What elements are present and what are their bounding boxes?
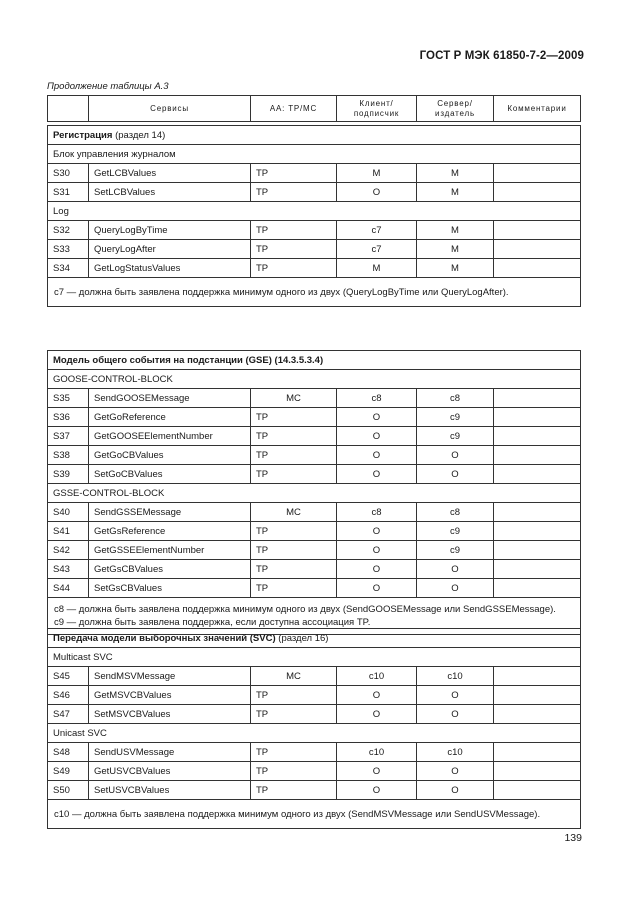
aa-value: MC xyxy=(251,503,337,522)
server-value: M xyxy=(417,221,494,240)
group-name: GOOSE-CONTROL-BLOCK xyxy=(48,370,581,389)
section-title-text: Передача модели выборочных значений (SVC) xyxy=(53,632,276,644)
client-value: c8 xyxy=(337,389,417,408)
aa-value: TP xyxy=(251,240,337,259)
column-header-client: Клиент/ подписчик xyxy=(337,96,417,122)
aa-value: TP xyxy=(251,259,337,278)
notes-cell xyxy=(48,800,581,829)
service-id: S32 xyxy=(48,221,89,240)
comment-value xyxy=(494,503,581,522)
section-title xyxy=(48,629,581,648)
section-title-text: Модель общего события на подстанции (GSE) (14.3.5.3.4) xyxy=(53,354,324,366)
server-value: c9 xyxy=(417,408,494,427)
aa-value: TP xyxy=(251,762,337,781)
aa-value: TP xyxy=(251,781,337,800)
service-id: S35 xyxy=(48,389,89,408)
aa-value: TP xyxy=(251,446,337,465)
table-row xyxy=(48,781,581,800)
service-name: SetGsCBValues xyxy=(89,579,251,598)
server-value: O xyxy=(417,579,494,598)
service-name: GetUSVCBValues xyxy=(89,762,251,781)
server-value: O xyxy=(417,686,494,705)
server-value: O xyxy=(417,560,494,579)
service-name: SendGOOSEMessage xyxy=(89,389,251,408)
column-header-id xyxy=(48,96,89,122)
server-value: O xyxy=(417,781,494,800)
client-value: c10 xyxy=(337,743,417,762)
table-note: c10 — должна быть заявлена поддержка минимум одного из двух (SendMSVMessage или SendUSVMessage). xyxy=(54,808,541,820)
aa-value: TP xyxy=(251,183,337,202)
service-id: S33 xyxy=(48,240,89,259)
aa-value: TP xyxy=(251,408,337,427)
group-row xyxy=(48,648,581,667)
aa-value: TP xyxy=(251,579,337,598)
comment-value xyxy=(494,686,581,705)
client-value: O xyxy=(337,522,417,541)
table-row xyxy=(48,465,581,484)
service-id: S50 xyxy=(48,781,89,800)
aa-value: TP xyxy=(251,427,337,446)
service-name: GetGoReference xyxy=(89,408,251,427)
section-title-ref: (раздел 14) xyxy=(112,129,166,141)
server-value: c9 xyxy=(417,427,494,446)
comment-value xyxy=(494,427,581,446)
aa-value: TP xyxy=(251,541,337,560)
server-value: c10 xyxy=(417,667,494,686)
document-header: ГОСТ Р МЭК 61850-7-2—2009 xyxy=(419,50,584,62)
server-value: c9 xyxy=(417,541,494,560)
aa-value: MC xyxy=(251,389,337,408)
client-value: O xyxy=(337,762,417,781)
comment-value xyxy=(494,743,581,762)
aa-value: TP xyxy=(251,686,337,705)
client-value: M xyxy=(337,259,417,278)
service-name: GetGSSEElementNumber xyxy=(89,541,251,560)
section-title-ref: (раздел 16) xyxy=(275,632,329,644)
service-name: GetGsCBValues xyxy=(89,560,251,579)
group-row xyxy=(48,370,581,389)
column-header-table xyxy=(47,95,581,122)
table-row xyxy=(48,541,581,560)
client-value: O xyxy=(337,465,417,484)
comment-value xyxy=(494,259,581,278)
table-row xyxy=(48,743,581,762)
service-id: S40 xyxy=(48,503,89,522)
table-row xyxy=(48,579,581,598)
service-id: S34 xyxy=(48,259,89,278)
comment-value xyxy=(494,240,581,259)
server-value: O xyxy=(417,465,494,484)
table-row xyxy=(48,164,581,183)
table-row xyxy=(48,705,581,724)
client-value: O xyxy=(337,560,417,579)
table-row xyxy=(48,259,581,278)
comment-value xyxy=(494,164,581,183)
notes-cell xyxy=(48,278,581,307)
service-id: S41 xyxy=(48,522,89,541)
aa-value: TP xyxy=(251,221,337,240)
column-header-aa: АА: TP/MC xyxy=(251,96,337,122)
client-value: c8 xyxy=(337,503,417,522)
comment-value xyxy=(494,667,581,686)
aa-value: MC xyxy=(251,667,337,686)
client-value: O xyxy=(337,541,417,560)
table-row xyxy=(48,686,581,705)
server-value: c8 xyxy=(417,389,494,408)
comment-value xyxy=(494,465,581,484)
client-value: O xyxy=(337,183,417,202)
server-value: c10 xyxy=(417,743,494,762)
aa-value: TP xyxy=(251,164,337,183)
service-name: SendGSSEMessage xyxy=(89,503,251,522)
comment-value xyxy=(494,781,581,800)
comment-value xyxy=(494,221,581,240)
section-title-row xyxy=(48,126,581,145)
table-row xyxy=(48,762,581,781)
comment-value xyxy=(494,762,581,781)
table-row xyxy=(48,560,581,579)
client-value: O xyxy=(337,579,417,598)
aa-value: TP xyxy=(251,705,337,724)
service-id: S31 xyxy=(48,183,89,202)
client-value: O xyxy=(337,427,417,446)
section-title xyxy=(48,126,581,145)
service-name: SetLCBValues xyxy=(89,183,251,202)
group-name: Unicast SVC xyxy=(48,724,581,743)
group-row xyxy=(48,484,581,503)
notes-row xyxy=(48,800,581,829)
table-row xyxy=(48,427,581,446)
service-name: GetLCBValues xyxy=(89,164,251,183)
server-value: M xyxy=(417,240,494,259)
aa-value: TP xyxy=(251,522,337,541)
section-table-svc xyxy=(47,628,581,829)
aa-value: TP xyxy=(251,743,337,762)
client-value: M xyxy=(337,164,417,183)
group-row xyxy=(48,724,581,743)
server-value: M xyxy=(417,259,494,278)
section-title-row xyxy=(48,351,581,370)
column-header-server: Сервер/ издатель xyxy=(417,96,494,122)
service-name: SetGoCBValues xyxy=(89,465,251,484)
service-id: S43 xyxy=(48,560,89,579)
aa-value: TP xyxy=(251,465,337,484)
group-name: Log xyxy=(48,202,581,221)
table-row xyxy=(48,522,581,541)
server-value: c9 xyxy=(417,522,494,541)
comment-value xyxy=(494,705,581,724)
service-id: S39 xyxy=(48,465,89,484)
service-name: SetMSVCBValues xyxy=(89,705,251,724)
service-name: QueryLogByTime xyxy=(89,221,251,240)
service-id: S44 xyxy=(48,579,89,598)
section-title xyxy=(48,351,581,370)
section-table-logging xyxy=(47,125,581,307)
notes-row xyxy=(48,278,581,307)
server-value: O xyxy=(417,705,494,724)
group-name: GSSE-CONTROL-BLOCK xyxy=(48,484,581,503)
service-id: S37 xyxy=(48,427,89,446)
client-value: O xyxy=(337,408,417,427)
service-name: SendMSVMessage xyxy=(89,667,251,686)
service-id: S48 xyxy=(48,743,89,762)
table-note: c7 — должна быть заявлена поддержка минимум одного из двух (QueryLogByTime или QueryLogAfter). xyxy=(54,286,509,298)
server-value: M xyxy=(417,183,494,202)
client-value: c10 xyxy=(337,667,417,686)
service-name: GetLogStatusValues xyxy=(89,259,251,278)
section-table-gse xyxy=(47,350,581,635)
client-value: c7 xyxy=(337,240,417,259)
service-name: GetMSVCBValues xyxy=(89,686,251,705)
service-id: S47 xyxy=(48,705,89,724)
service-name: QueryLogAfter xyxy=(89,240,251,259)
group-row xyxy=(48,145,581,164)
client-value: O xyxy=(337,686,417,705)
table-row xyxy=(48,389,581,408)
table-row xyxy=(48,240,581,259)
aa-value: TP xyxy=(251,560,337,579)
server-value: M xyxy=(417,164,494,183)
comment-value xyxy=(494,560,581,579)
service-id: S42 xyxy=(48,541,89,560)
service-id: S45 xyxy=(48,667,89,686)
column-header-comments: Комментарии xyxy=(494,96,581,122)
table-row xyxy=(48,503,581,522)
service-id: S36 xyxy=(48,408,89,427)
client-value: O xyxy=(337,781,417,800)
table-row xyxy=(48,408,581,427)
comment-value xyxy=(494,183,581,202)
table-note: c8 — должна быть заявлена поддержка минимум одного из двух (SendGOOSEMessage или SendGSSEMessage). xyxy=(54,604,556,615)
table-caption: Продолжение таблицы А.3 xyxy=(47,81,169,92)
comment-value xyxy=(494,408,581,427)
table-row xyxy=(48,446,581,465)
column-header-services: Сервисы xyxy=(89,96,251,122)
group-name: Блок управления журналом xyxy=(48,145,581,164)
table-row xyxy=(48,221,581,240)
group-row xyxy=(48,202,581,221)
comment-value xyxy=(494,579,581,598)
comment-value xyxy=(494,389,581,408)
client-value: O xyxy=(337,705,417,724)
comment-value xyxy=(494,541,581,560)
group-name: Multicast SVC xyxy=(48,648,581,667)
server-value: O xyxy=(417,446,494,465)
client-value: c7 xyxy=(337,221,417,240)
table-note: c9 — должна быть заявлена поддержка, если доступна ассоциация TP. xyxy=(54,617,371,628)
service-id: S38 xyxy=(48,446,89,465)
table-row xyxy=(48,183,581,202)
service-id: S30 xyxy=(48,164,89,183)
service-name: GetGOOSEElementNumber xyxy=(89,427,251,446)
service-name: SendUSVMessage xyxy=(89,743,251,762)
page-number: 139 xyxy=(564,832,582,844)
service-name: GetGsReference xyxy=(89,522,251,541)
comment-value xyxy=(494,522,581,541)
section-title-text: Регистрация xyxy=(53,129,113,141)
client-value: O xyxy=(337,446,417,465)
server-value: O xyxy=(417,762,494,781)
service-name: GetGoCBValues xyxy=(89,446,251,465)
service-id: S49 xyxy=(48,762,89,781)
service-name: SetUSVCBValues xyxy=(89,781,251,800)
service-id: S46 xyxy=(48,686,89,705)
table-row xyxy=(48,667,581,686)
comment-value xyxy=(494,446,581,465)
section-title-row xyxy=(48,629,581,648)
server-value: c8 xyxy=(417,503,494,522)
